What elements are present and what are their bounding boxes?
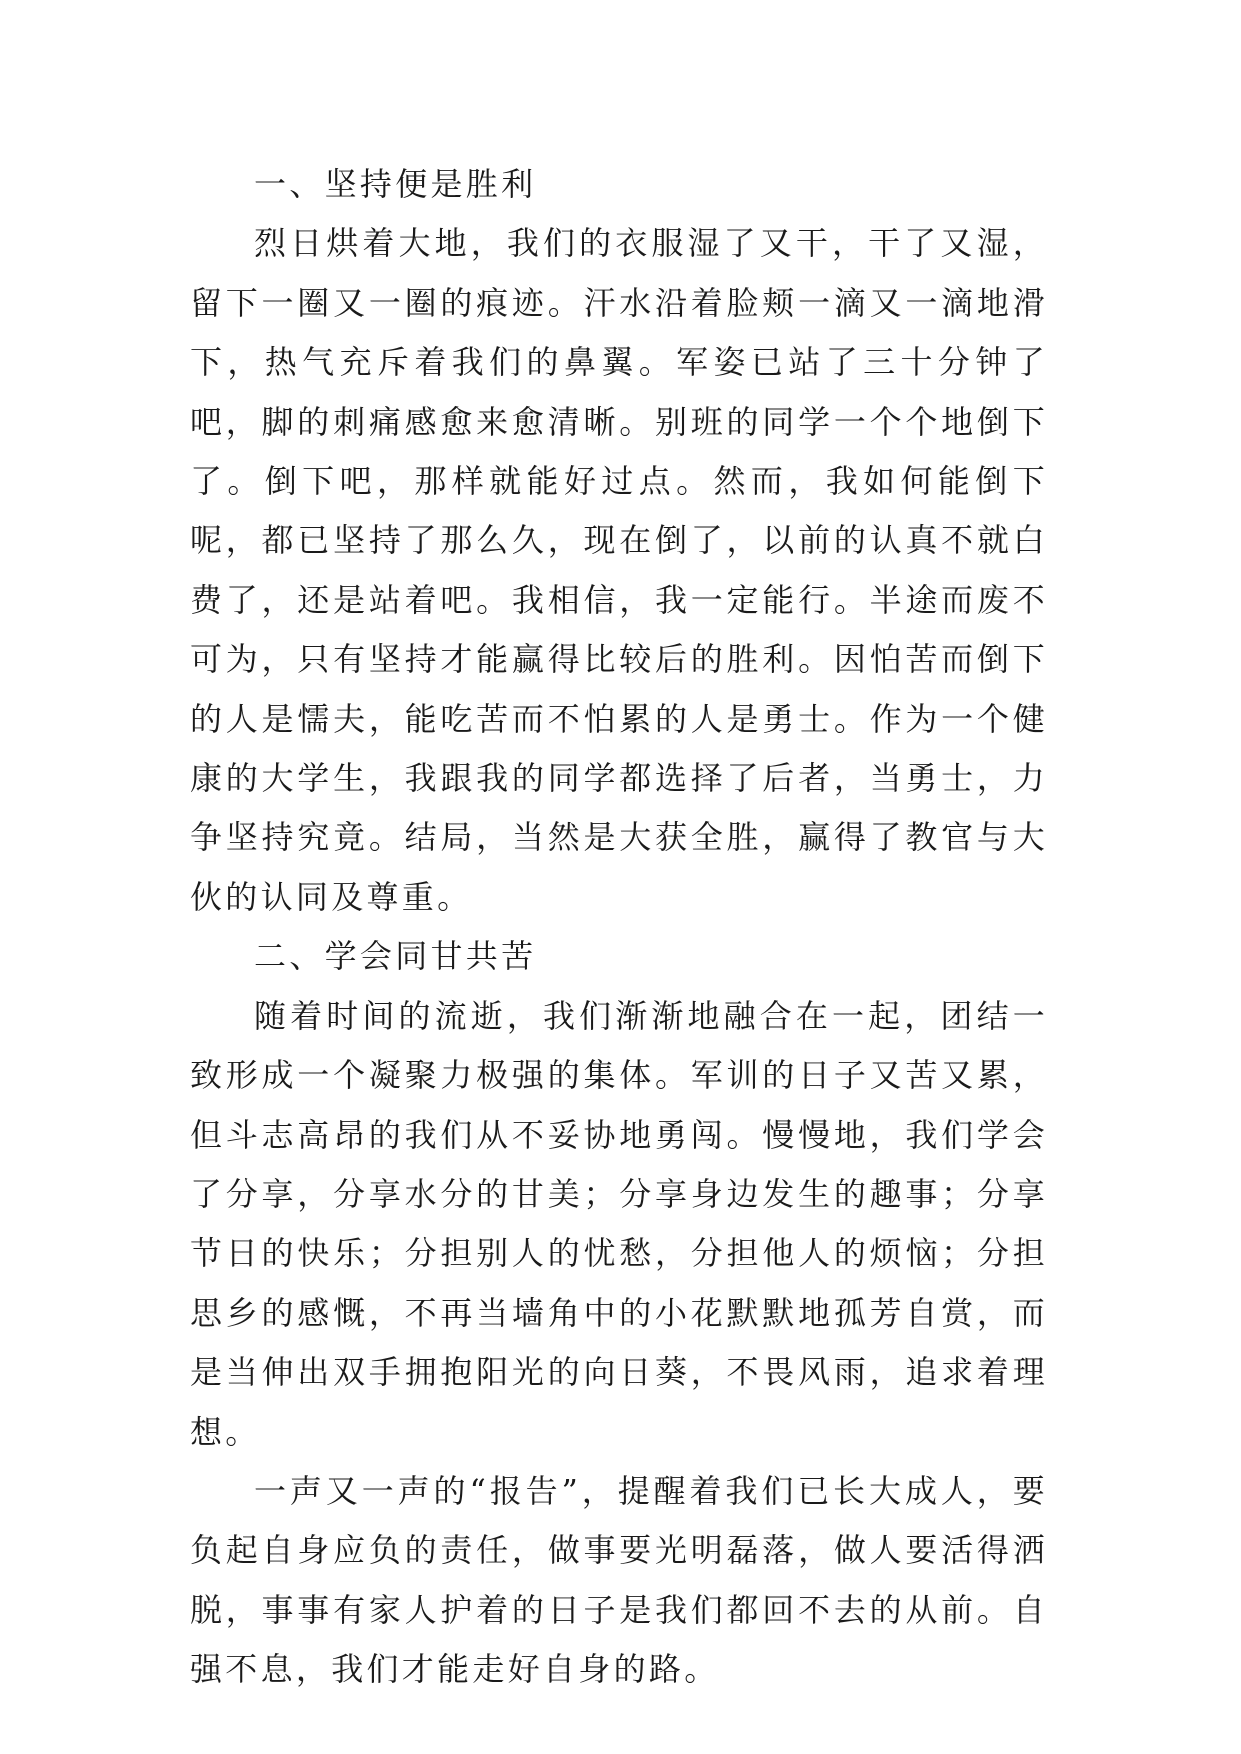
paragraph-report: 一声又一声的“报告”，提醒着我们已长大成人，要负起自身应负的责任，做事要光明磊落，做人要活得洒脱，事事有家人护着的日子是我们都回不去的从前。自强不息，我们才能走好自身的路。 bbox=[190, 1471, 1048, 1689]
paragraph-sharing: 随着时间的流逝，我们渐渐地融合在一起，团结一致形成一个凝聚力极强的集体。军训的日子又苦又累，但斗志高昂的我们从不妥协地勇闯。慢慢地，我们学会了分享，分享水分的甘美；分享身边发生的趣事；分享节日的快乐；分担别人的忧愁，分担他人的烦恼；分担思乡的感慨，不再当墙角中的小花默默地孤芳自赏，而是当伸出双手拥抱阳光的向日葵，不畏风雨，追求着理想。 bbox=[190, 996, 1048, 1451]
document-body bbox=[190, 155, 1048, 1700]
paragraph-persistence: 烈日烘着大地，我们的衣服湿了又干，干了又湿，留下一圈又一圈的痕迹。汗水沿着脸颊一滴又一滴地滑下，热气充斥着我们的鼻翼。军姿已站了三十分钟了吧，脚的刺痛感愈来愈清晰。别班的同学一个个地倒下了。倒下吧，那样就能好过点。然而，我如何能倒下呢，都已坚持了那么久，现在倒了，以前的认真不就白费了，还是站着吧。我相信，我一定能行。半途而废不可为，只有坚持才能赢得比较后的胜利。因怕苦而倒下的人是懦夫，能吃苦而不怕累的人是勇士。作为一个健康的大学生，我跟我的同学都选择了后者，当勇士，力争坚持究竟。结局，当然是大获全胜，赢得了教官与大伙的认同及尊重。 bbox=[190, 224, 1048, 916]
section-heading-2: 二、学会同甘共苦 bbox=[254, 937, 537, 976]
section-heading-1: 一、坚持便是胜利 bbox=[254, 165, 537, 203]
